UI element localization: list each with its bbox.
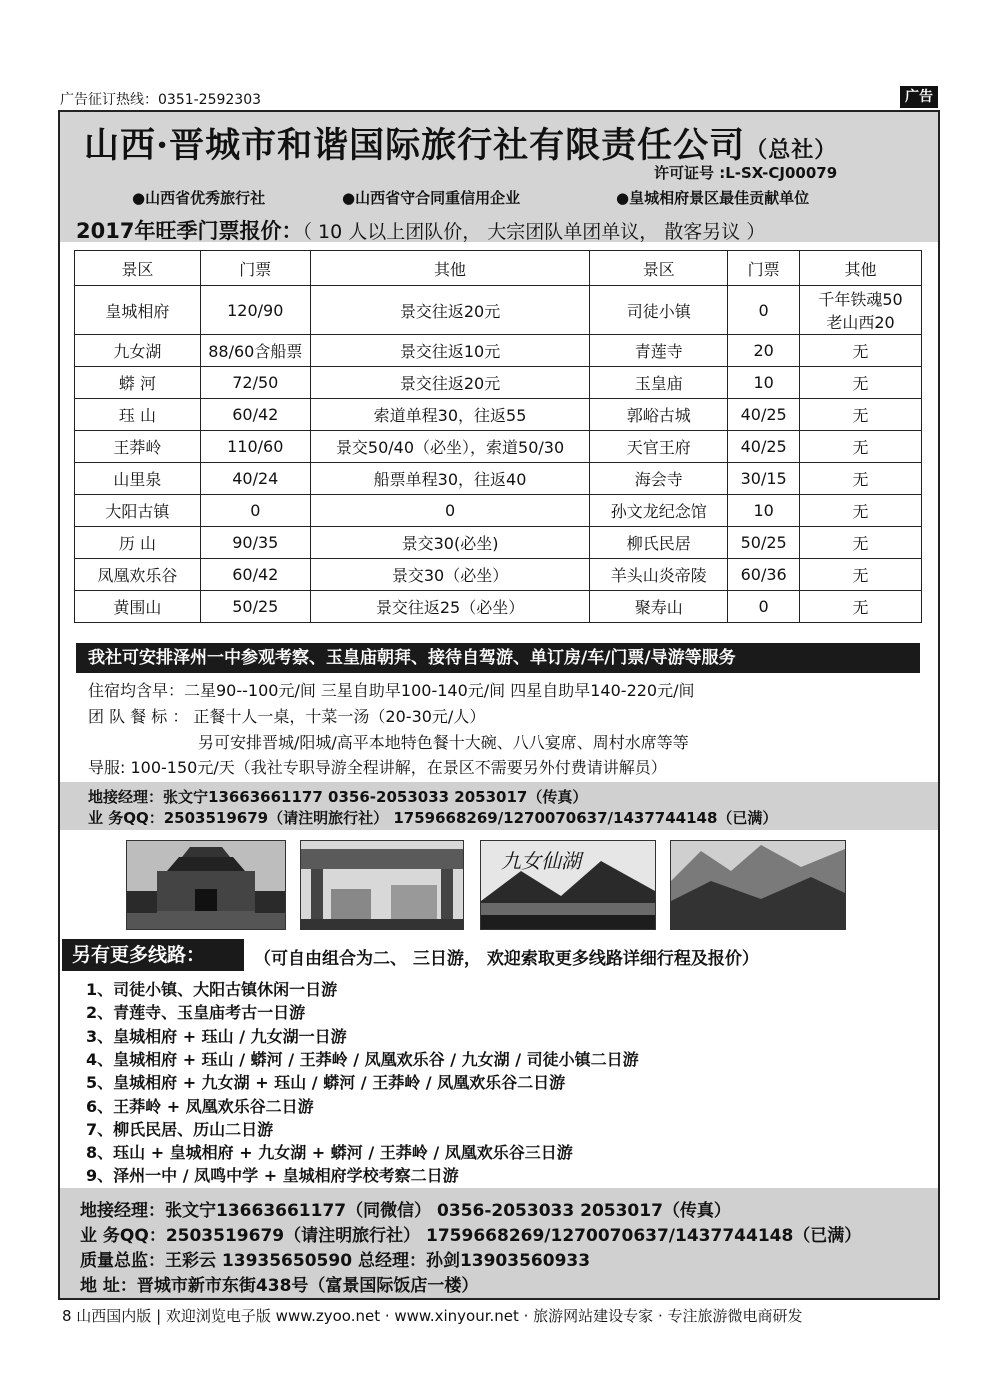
photo-jiunv-lake: [480, 840, 656, 930]
table-cell: 120/90: [200, 286, 310, 335]
table-cell: 无: [800, 591, 922, 623]
more-routes-note: （可自由组合为二、 三日游， 欢迎索取更多线路详细行程及报价）: [254, 949, 759, 969]
route-item: 7、柳氏民居、历山二日游: [86, 1119, 274, 1139]
table-cell: 0: [310, 495, 590, 527]
price-title-text: 2017年旺季门票报价：: [76, 219, 303, 243]
table-cell: 景交30（必坐）: [310, 559, 590, 591]
table-cell: 无: [800, 463, 922, 495]
table-cell: 无: [800, 335, 922, 367]
photo-caption: 九女仙湖: [501, 849, 581, 873]
col-header: 景区: [590, 251, 728, 286]
route-item: 3、皇城相府 + 珏山 / 九女湖一日游: [86, 1026, 347, 1046]
meal-extra-info: 另可安排晋城/阳城/高平本地特色餐十大碗、八八宴席、周村水席等等: [198, 733, 689, 752]
table-cell: 无: [800, 495, 922, 527]
page-footer: 8 山西国内版 | 欢迎浏览电子版 www.zyoo.net · www.xinyour.net · 旅游网站建设专家 · 专注旅游微电商研发: [62, 1307, 803, 1325]
table-row: [75, 527, 922, 559]
col-header: 其他: [800, 251, 922, 286]
price-note: （ 10 人以上团队价， 大宗团队单团单议， 散客另议 ）: [302, 221, 766, 243]
table-cell: 72/50: [200, 367, 310, 399]
table-cell: 羊头山炎帝陵: [590, 559, 728, 591]
table-cell: 景交30(必坐): [310, 527, 590, 559]
contact-manager: 地接经理：张文宁13663661177 0356-2053033 2053017（传真）: [88, 788, 588, 806]
table-cell: 蟒 河: [75, 367, 201, 399]
col-header: 其他: [310, 251, 590, 286]
table-cell: 景交往返20元: [310, 367, 590, 399]
table-cell: 88/60含船票: [200, 335, 310, 367]
col-header: 景区: [75, 251, 201, 286]
route-item: 4、皇城相府 + 珏山 / 蟒河 / 王莽岭 / 凤凰欢乐谷 / 九女湖 / 司徒小镇二日游: [86, 1049, 639, 1069]
guide-info: 导服: 100-150元/天（我社专职导游全程讲解，在景区不需要另外付费请讲解员）: [88, 758, 667, 777]
contact-qq: 业 务QQ：2503519679（请注明旅行社） 1759668269/1270070637/1437744148（已满）: [88, 809, 778, 827]
table-cell: 船票单程30，往返40: [310, 463, 590, 495]
table-cell: 凤凰欢乐谷: [75, 559, 201, 591]
table-cell: 50/25: [728, 527, 800, 559]
table-cell: 聚寿山: [590, 591, 728, 623]
col-header: 门票: [200, 251, 310, 286]
table-cell: 60/36: [728, 559, 800, 591]
table-cell: 90/35: [200, 527, 310, 559]
table-cell: 20: [728, 335, 800, 367]
route-item: 6、王莽岭 + 凤凰欢乐谷二日游: [86, 1096, 314, 1116]
ad-tag: 广告: [900, 86, 938, 108]
table-cell: 黄围山: [75, 591, 201, 623]
table-cell: 60/42: [200, 559, 310, 591]
table-cell: 景交往返25（必坐）: [310, 591, 590, 623]
route-item: 1、司徒小镇、大阳古镇休闲一日游: [86, 980, 338, 999]
meal-info: 团 队 餐 标 ： 正餐十人一桌，十菜一汤（20-30元/人）: [88, 707, 486, 726]
table-cell: 50/25: [200, 591, 310, 623]
table-cell: 历 山: [75, 527, 201, 559]
table-row: [75, 591, 922, 623]
ticket-price-table: [74, 250, 922, 623]
table-cell: 司徒小镇: [590, 286, 728, 335]
table-cell: 无: [800, 527, 922, 559]
table-row: [75, 286, 922, 335]
price-title: [76, 215, 765, 245]
table-cell: 60/42: [200, 399, 310, 431]
more-routes-title: 另有更多线路：: [62, 939, 244, 971]
photo-mountain-valley: [670, 840, 846, 930]
table-cell: 孙文龙纪念馆: [590, 495, 728, 527]
route-item: 9、泽州一中 / 凤鸣中学 + 皇城相府学校考察二日游: [86, 1166, 459, 1186]
company-suffix: （总社）: [745, 137, 838, 163]
honor-3: ●皇城相府景区最佳贡献单位: [616, 189, 810, 207]
photo-school-gate: [300, 840, 464, 930]
lodging-info: 住宿均含早：二星90--100元/间 三星自助早100-140元/间 四星自助早140-220元/间: [88, 681, 695, 700]
table-cell: 青莲寺: [590, 335, 728, 367]
table-cell: 10: [728, 495, 800, 527]
table-cell: 40/25: [728, 431, 800, 463]
table-row: [75, 367, 922, 399]
table-cell: 珏 山: [75, 399, 201, 431]
route-item: 5、皇城相府 + 九女湖 + 珏山 / 蟒河 / 王莽岭 / 凤凰欢乐谷二日游: [86, 1073, 566, 1093]
table-cell: 索道单程30，往返55: [310, 399, 590, 431]
table-cell: 0: [728, 286, 800, 335]
table-cell: 景交50/40（必坐），索道50/30: [310, 431, 590, 463]
table-header-row: [75, 251, 922, 286]
ad-hotline: 广告征订热线：0351-2592303: [60, 92, 262, 108]
table-cell: 玉皇庙: [590, 367, 728, 399]
table-cell: 千年铁魂50 老山西20: [800, 286, 922, 335]
table-row: [75, 495, 922, 527]
route-item: 8、珏山 + 皇城相府 + 九女湖 + 蟒河 / 王莽岭 / 凤凰欢乐谷三日游: [86, 1143, 573, 1163]
table-cell: 天官王府: [590, 431, 728, 463]
table-row: [75, 559, 922, 591]
table-cell: 110/60: [200, 431, 310, 463]
table-cell: 皇城相府: [75, 286, 201, 335]
table-cell: 无: [800, 559, 922, 591]
table-row: [75, 399, 922, 431]
table-cell: 无: [800, 367, 922, 399]
table-cell: 无: [800, 399, 922, 431]
company-address: 地 址：晋城市新市东街438号（富景国际饭店一楼）: [80, 1276, 479, 1296]
table-cell: 0: [200, 495, 310, 527]
table-cell: 40/24: [200, 463, 310, 495]
company-name-text: 山西·晋城市和谐国际旅行社有限责任公司: [84, 125, 746, 166]
honor-2: ●山西省守合同重信用企业: [342, 189, 521, 207]
table-cell: 郭峪古城: [590, 399, 728, 431]
table-cell: 柳氏民居: [590, 527, 728, 559]
route-item: 2、青莲寺、玉皇庙考古一日游: [86, 1003, 306, 1023]
honor-1: ●山西省优秀旅行社: [132, 189, 266, 207]
table-cell: 海会寺: [590, 463, 728, 495]
table-cell: 景交往返20元: [310, 286, 590, 335]
table-row: [75, 463, 922, 495]
services-banner: 我社可安排泽州一中参观考察、玉皇庙朝拜、接待自驾游、单订房/车/门票/导游等服务: [76, 643, 920, 673]
table-cell: 九女湖: [75, 335, 201, 367]
table-cell: 山里泉: [75, 463, 201, 495]
table-cell: 30/15: [728, 463, 800, 495]
license-number: 许可证号 :L-SX-CJ00079: [654, 164, 838, 182]
table-cell: 王莽岭: [75, 431, 201, 463]
table-cell: 无: [800, 431, 922, 463]
table-cell: 景交往返10元: [310, 335, 590, 367]
contact2-manager: 地接经理：张文宁13663661177（同微信） 0356-2053033 2053017（传真）: [80, 1201, 731, 1221]
table-cell: 10: [728, 367, 800, 399]
photo-huangcheng-gate: [126, 840, 286, 930]
table-row: [75, 335, 922, 367]
contact2-qq: 业 务QQ：2503519679（请注明旅行社） 1759668269/1270070637/1437744148（已满）: [80, 1226, 862, 1246]
company-name: [84, 118, 837, 168]
table-cell: 40/25: [728, 399, 800, 431]
quality-supervisor: 质量总监：王彩云 13935650590 总经理：孙剑13903560933: [80, 1251, 591, 1271]
table-cell: 大阳古镇: [75, 495, 201, 527]
table-row: [75, 431, 922, 463]
col-header: 门票: [728, 251, 800, 286]
table-cell: 0: [728, 591, 800, 623]
